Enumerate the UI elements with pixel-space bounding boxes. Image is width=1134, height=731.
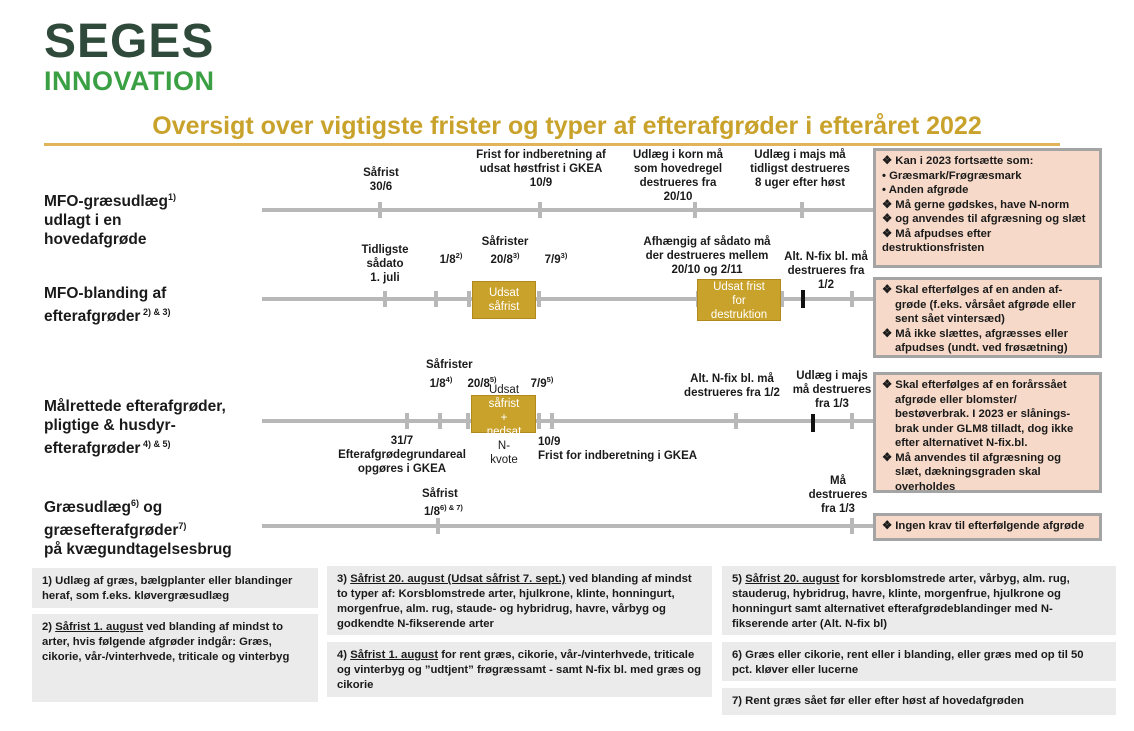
row3-tick — [438, 413, 442, 429]
row1-tick — [378, 202, 382, 218]
footnote-7: 7) Rent græs sået før eller efter høst af hovedafgrøden — [722, 688, 1116, 715]
footnote-1: 1) Udlæg af græs, bælgplanter eller blandinger heraf, som f.eks. kløvergræsudlæg — [32, 568, 318, 608]
row1-korn-label: Udlæg i korn må som hovedregel destrueres fra 20/10 — [632, 149, 724, 203]
row4-timeline — [262, 524, 874, 528]
title-divider — [44, 143, 1060, 146]
row2-saafrister-label: Såfrister 20/8$^{3)}$ — [481, 236, 529, 266]
row4-tick — [436, 518, 440, 534]
row3-udsat-box-text: Udsat såfrist + nedsat N- kvote — [486, 384, 522, 466]
logo-seges: SEGES — [44, 15, 215, 68]
row2-tidligste-label: Tidligste sådato 1. juli — [361, 244, 409, 284]
row3-note: ❖ Skal efterfølges af en forårssået afgrøde eller blomster/ bestøverbrak. I 2023 er slånings- brak under GLM8 tilladt, dog ikke efter alternativet N-fix.bl. ❖ Må anvendes til afgræsning og slæt, dækningsgraden skal overholdes — [873, 372, 1102, 493]
row3-majs-label: Udlæg i majs må destrueres fra 1/3 — [792, 370, 872, 410]
row2-tick — [850, 291, 854, 307]
row1-tick — [538, 202, 542, 218]
row3-label: Målrettede efterafgrøder, pligtige & husdyr- efterafgrøder $^{4) \& 5)}$ — [44, 398, 226, 458]
row4-saafrist-label: Såfrist $1/8^{6) \& 7)}$ — [422, 488, 463, 518]
logo-innovation: INNOVATION — [44, 66, 215, 96]
row3-saafrister-label: Såfrister — [426, 359, 473, 371]
row2-tick — [383, 291, 387, 307]
row1-note: ❖ Kan i 2023 fortsætte som: • Græsmark/Frøgræsmark • Anden afgrøde ❖ Må gerne gødskes, have N-norm ❖ og anvendes til afgræsning og slæt ❖ Må afpudses efter destruktionsfristen — [873, 148, 1102, 268]
footnote-2: 2) Såfrist 1. august ved blanding af mindst to arter, hvis følgende afgrøder indgår: Græs, cikorie, vår-/vinterhvede, triticale og vinterbyg — [32, 614, 318, 702]
row3-marker — [811, 414, 815, 432]
row1-timeline — [262, 208, 874, 212]
row2-79-label: 7/9$^{3)}$ — [544, 251, 568, 266]
row2-note: ❖ Skal efterfølges af en anden af- grøde (f.eks. vårsået afgrøde eller sent sået vintersæd) ❖ Må ikke slættes, afgræsses eller afpudses (undt. ved frøsætning) — [873, 277, 1102, 358]
row2-alt-nfix-label: Alt. N-fix bl. må destrueres fra 1/2 — [784, 251, 868, 291]
row1-indberetning-label: Frist for indberetning af udsat høstfrist i GKEA 10/9 — [476, 149, 606, 189]
row3-efterafgroede-label: 31/7 Efterafgrødegrundareal opgøres i GKEA — [338, 435, 466, 475]
row4-note: ❖ Ingen krav til efterfølgende afgrøde — [873, 513, 1102, 541]
footnote-4: 4) Såfrist 1. august for rent græs, cikorie, vår-/vinterhvede, triticale og vinterbyg og ”udtjent” frøgræssamt - samt N-fix bl. med græs og cikorie — [327, 642, 712, 697]
row3-tick — [405, 413, 409, 429]
row1-majs-label: Udlæg i majs må tidligst destrueres 8 uger efter høst — [750, 149, 850, 189]
row3-tick — [850, 413, 854, 429]
row2-18-label: 1/8$^{2)}$ — [439, 251, 463, 266]
row2-tick — [537, 291, 541, 307]
row3-208-label: 20/8$^{5)}$ — [467, 375, 497, 390]
row4-destrueres-label: Må destrueres fra 1/3 — [808, 475, 868, 515]
row3-18-label: 1/8$^{4)}$ — [429, 375, 453, 390]
row3-tick — [550, 413, 554, 429]
row2-tick — [434, 291, 438, 307]
row2-afhaengig-label: Afhængig af sådato må der destrueres mellem 20/10 og 2/11 — [643, 236, 771, 276]
row2-tick — [467, 291, 471, 307]
row3-79-label: 7/9$^{5)}$ — [530, 375, 554, 390]
row2-marker — [801, 290, 805, 308]
row3-gkea-label: 10/9 Frist for indberetning i GKEA — [538, 436, 698, 462]
row1-saafrist-label: Såfrist 30/6 — [363, 167, 399, 193]
row4-tick — [850, 518, 854, 534]
row3-timeline — [262, 419, 874, 423]
page-title: Oversigt over vigtigste frister og typer af efterafgrøder i efteråret 2022 — [152, 112, 982, 140]
row2-udsat-saafrist-box: Udsat såfrist — [472, 281, 536, 319]
row3-tick — [734, 413, 738, 429]
row2-label: MFO-blanding af efterafgrøder $^{2) \& 3)}$ — [44, 285, 171, 326]
row1-label: MFO-græsudlæg$^{1)}$ udlagt i en hovedafgrøde — [44, 192, 177, 249]
footnote-3: 3) Såfrist 20. august (Udsat såfrist 7. sept.) ved blanding af mindst to typer af: Korsblomstrede arter, hjulkrone, klinte, honningurt, morgenfrue, alm. rug, staude- og hybridrug, havre, vårbyg og godkendte N-fikserende arter — [327, 566, 712, 635]
row1-tick — [693, 202, 697, 218]
footnote-5: 5) Såfrist 20. august for korsblomstrede arter, vårbyg, alm. rug, stauderug, hybridrug, havre, klinte, morgenfrue, hjulkrone og honningurt samt alternativet efterafgrødeblandinger med N-fikserende arter (Alt. N-fix bl) — [722, 566, 1116, 635]
row2-udsat-destruktion-box: Udsat frist for destruktion — [697, 279, 781, 321]
row4-label: Græsudlæg$^{6)}$ og græsefterafgrøder$^{7)}$ på kvægundtagelsesbrug — [44, 498, 232, 559]
row3-alt-nfix-label: Alt. N-fix bl. må destrueres fra 1/2 — [684, 373, 780, 399]
footnote-6: 6) Græs eller cikorie, rent eller i blanding, eller græs med op til 50 pct. kløver eller lucerne — [722, 642, 1116, 681]
row1-tick — [800, 202, 804, 218]
